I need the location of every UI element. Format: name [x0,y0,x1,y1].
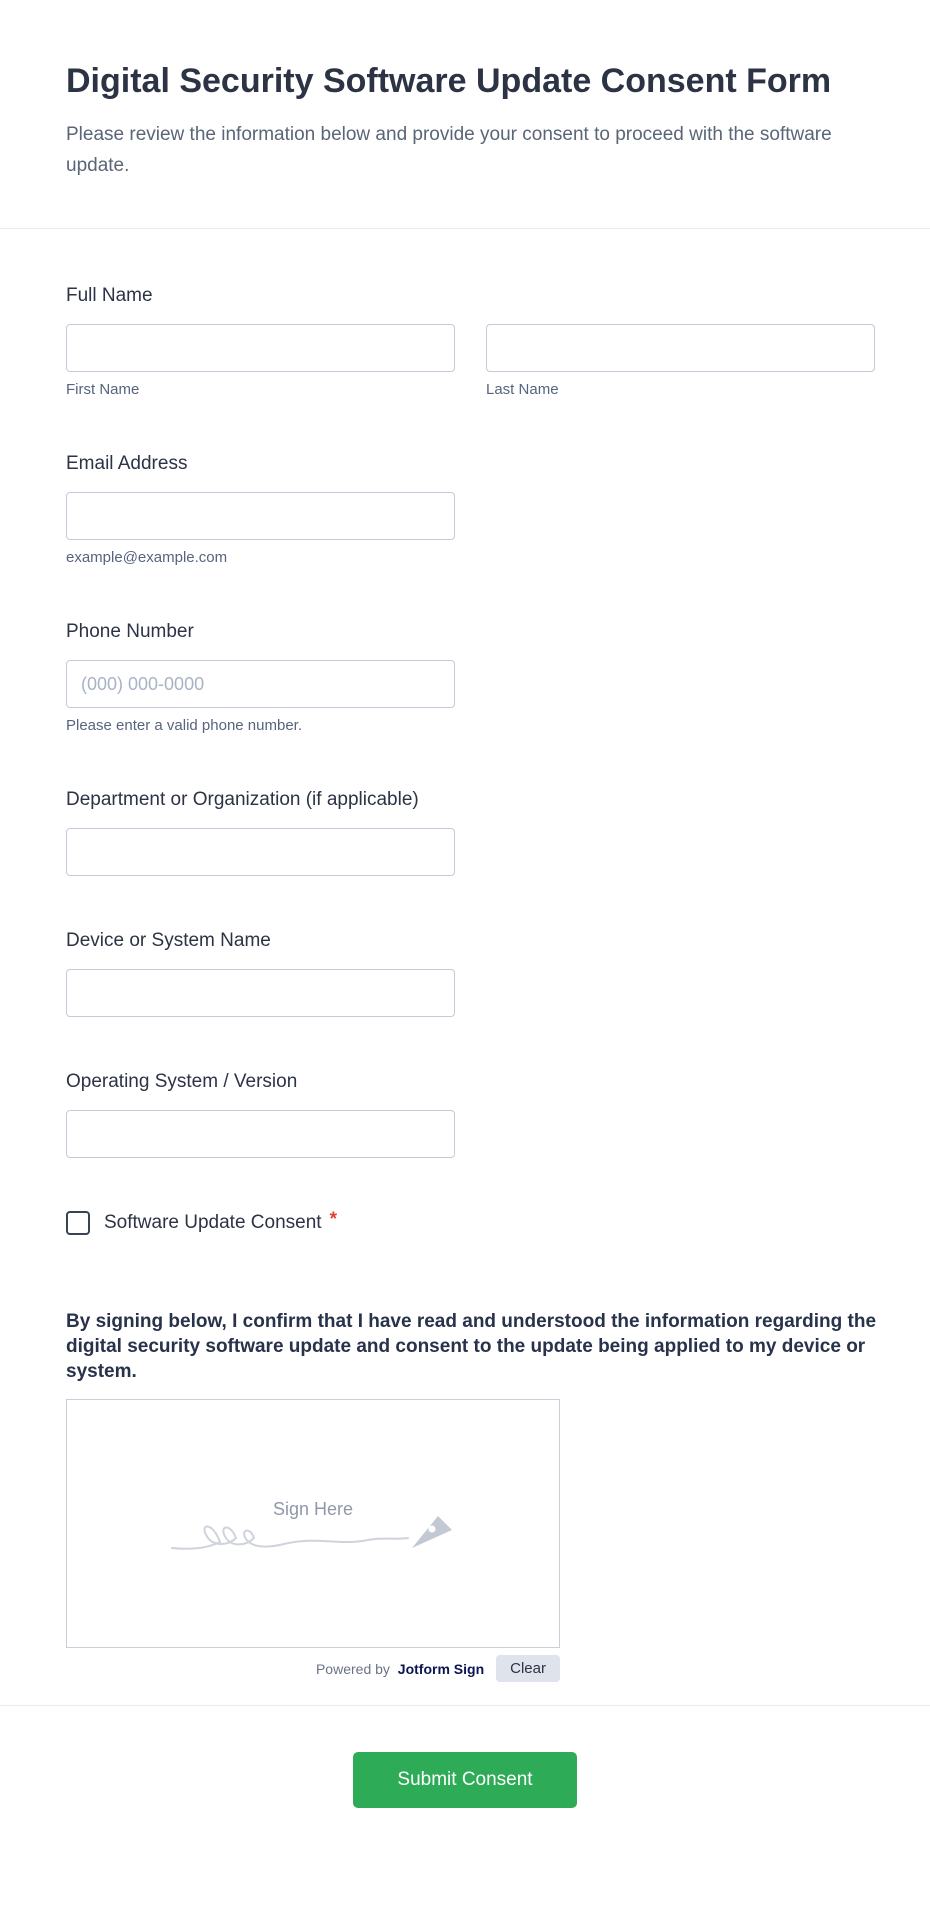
full-name-label: Full Name [66,285,153,306]
field-phone [66,620,890,735]
email-sublabel: example@example.com [66,549,228,566]
jotform-sign-brand-link[interactable]: Jotform Sign [397,1660,485,1677]
phone-sublabel: Please enter a valid phone number. [66,717,302,734]
last-name-col [486,324,875,399]
field-os [66,1070,890,1158]
phone-label: Phone Number [66,621,194,642]
device-input[interactable] [66,969,455,1017]
field-full-name [66,284,890,399]
first-name-col [66,324,455,399]
pen-nib-icon [412,1516,452,1548]
sign-here-placeholder: Sign Here [272,1499,354,1519]
full-name-inputs [66,324,890,399]
powered-by-prefix: Powered by [315,1660,390,1677]
first-name-input[interactable] [66,324,455,372]
consent-checkbox[interactable] [66,1211,90,1235]
department-input[interactable] [66,828,455,876]
signature-squiggle-icon [168,1508,458,1562]
field-device [66,929,890,1017]
field-email [66,452,890,567]
email-label: Email Address [66,453,188,474]
os-input[interactable] [66,1110,455,1158]
form-header [0,0,930,228]
email-input[interactable] [66,492,455,540]
form-subtitle: Please review the information below and provide your consent to proceed with the software update. [66,124,832,176]
field-department [66,788,890,876]
form-title: Digital Security Software Update Consent Form [66,62,832,100]
submit-button[interactable]: Submit Consent [353,1752,577,1808]
field-consent-checkbox [66,1211,890,1235]
field-signature [66,1309,890,1682]
signature-statement: By signing below, I confirm that I have read and understood the information regarding the digital security software update and consent to the update being applied to my device or system. [66,1311,877,1382]
last-name-input[interactable] [486,324,875,372]
signature-footer [66,1655,560,1682]
consent-checkbox-label: Software Update Consent [104,1212,322,1233]
last-name-sublabel: Last Name [486,381,559,398]
form-body [0,229,930,1682]
signature-hint [168,1499,458,1562]
submit-row [0,1706,930,1861]
phone-input[interactable] [66,660,455,708]
department-label: Department or Organization (if applicable) [66,789,419,810]
required-asterisk: * [329,1209,337,1230]
clear-signature-button[interactable]: Clear [496,1655,560,1682]
powered-by [316,1661,484,1677]
device-label: Device or System Name [66,930,271,951]
first-name-sublabel: First Name [66,381,140,398]
os-label: Operating System / Version [66,1071,298,1092]
signature-pad[interactable] [66,1399,560,1648]
